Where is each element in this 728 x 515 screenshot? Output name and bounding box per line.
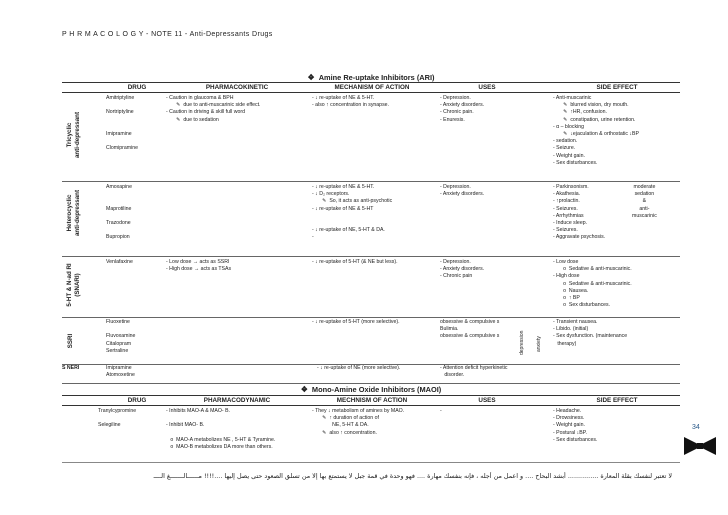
maoi-side-effects: - Headache. - Drowsiness. - Weight gain. - Postural ↓BP. - Sex disturbances. — [553, 408, 598, 443]
maoi-pharmacodynamic: - Inhibits MAO-A & MAO- B. - Inhibit MAO- B. o MAO-A metabolizes NE , 5-HT & Tyramine. o MAO-B metabolizes DA more than others. — [166, 408, 276, 451]
col-drug: DRUG — [127, 397, 147, 404]
ssri-drugs: Fluoxetine Fluvoxamine Citalopram Sertraline — [106, 319, 136, 354]
maoi-uses: - — [440, 408, 442, 414]
group-label-ssri: SSRI — [67, 333, 74, 349]
col-drug: DRUG — [127, 84, 147, 91]
col-pharmacodynamic: PHARMACODYNAMIC — [203, 397, 271, 404]
tricyclic-mechanism: - ↓ re-uptake of NE & 5-HT. - also ↑ concentration in synapse. — [312, 95, 389, 109]
section-title-ari — [62, 73, 680, 82]
heterocyclic-uses: - Depression. - Anxiety disorders. — [440, 184, 485, 198]
tricyclic-drugs: Amitriptyline Nortriptyline Imipramine Clomipramine — [106, 95, 138, 152]
snari-pharmacokinetic: - Low dose → acts as SSRI - High dose → acts as TSAs — [166, 259, 232, 273]
row-divider — [62, 317, 680, 318]
column-header-row — [62, 82, 680, 93]
snri-uses: - Attention deficit hyperkinetic disorder. — [440, 365, 508, 379]
row-divider — [62, 181, 680, 182]
col-uses: USES — [478, 397, 496, 404]
ssri-tag-depression: depression — [519, 330, 525, 355]
page-header: P H R M A C O L O G Y - NOTE 11 - Anti-Depressants Drugs — [62, 31, 273, 38]
section-title-maoi — [62, 385, 680, 394]
ssri-uses: obsessive & compulsive s Bulimia. obsessive & compulsive s — [440, 319, 500, 340]
diamond-bullet-icon: ❖ — [307, 73, 315, 82]
snari-side-effects: - Low dose o Sedative & anti-muscarinic. - High dose o Sedative & anti-muscarinic. o Nausea. o ↑ BP o Sex disturbances. — [553, 259, 632, 309]
tricyclic-side-effects: - Anti-muscarinic ✎ blurred vision, dry mouth. ✎ ↑HR, confusion. ✎ constipation, urine retention. - α – blocking ✎ ↓ejaculation & orthostatic ↓BP - sedation. - Seizure. - Weight gain. - Sex disturbances. — [553, 95, 639, 166]
maoi-drugs: Tranylcypromine Selegiline — [98, 408, 137, 429]
group-label-tricyclic: Tricyclic anti-depressant — [66, 111, 81, 159]
section-title-text: Mono-Amine Oxide Inhibitors (MAOI) — [311, 385, 442, 394]
col-pharmacokinetic: PHARMACOKINETIC — [205, 84, 269, 91]
col-uses: USES — [478, 84, 496, 91]
footer-quote: لا تعتبر لنفسك بقلة المعارة ............... أبشد البحاح .... و اعمل من أجله ، فإنه بنفسك مهارة .... فهو وحدة في قمة جبل لا يستمتع بها إلا من تسلق الصعود حتى يصل إليها ....!!!! مــــــالـــــــغ الــــ — [153, 472, 672, 480]
snari-uses: - Depression. - Anxiety disorders. - Chronic pain — [440, 259, 485, 280]
tricyclic-uses: - Depression. - Anxiety disorders. - Chronic pain. - Enuresis. — [440, 95, 485, 123]
group-label-snri: S NERI — [62, 365, 80, 371]
snari-drugs: Venlafaxine — [106, 259, 133, 265]
row-divider — [62, 383, 680, 384]
ssri-mechanism: - ↓ re-uptake of 5-HT (more selective). — [312, 319, 400, 325]
tricyclic-pharmacokinetic: - Caution in glaucoma & BPH ✎ due to anti-muscarinic side effect. - Caution in driving & skill full word ✎ due to sedation — [166, 95, 261, 123]
page-number: 34 — [692, 424, 700, 431]
snari-mechanism: - ↓ re-uptake of 5-HT (& NE but less). — [312, 259, 398, 265]
maoi-mechanism: - They ↓ metabolism of amines by MAO. ✎ ↑ duration of action of NE, 5-HT & DA. ✎ also ↑ concentration. — [312, 408, 405, 436]
heterocyclic-drugs: Amoxapine Maprotiline Trazodone Bupropion — [106, 184, 132, 241]
column-header-row-maoi — [62, 395, 680, 406]
row-divider — [62, 256, 680, 257]
col-mechanism: MECHANISM OF ACTION — [334, 84, 410, 91]
col-mechanism: MECHNISM OF ACTION — [336, 397, 408, 404]
group-label-heterocyclic: Heterocyclic anti-depressant — [66, 189, 81, 237]
col-side-effect: SIDE EFFECT — [596, 397, 638, 404]
heterocyclic-side-effects: - Parkinsonism. - Akathesia. - ↑prolactin. - Seizures. - Arrhythmias - Induce sleep. - Seizures. - Aggravate psychosis. — [553, 184, 606, 241]
diamond-bullet-icon: ❖ — [300, 385, 308, 394]
snri-mechanism: - ↓ re-uptake of NE (more selective). — [317, 365, 401, 371]
col-side-effect: SIDE EFFECT — [596, 84, 638, 91]
bowtie-ornament-icon — [684, 435, 716, 457]
section-title-text: Amine Re-uptake Inhibitors (ARI) — [318, 73, 435, 82]
footer-divider — [62, 462, 680, 463]
heterocyclic-mechanism: - ↓ re-uptake of NE & 5-HT. - ↓ D₂ receptors. ✎ So, it acts as anti-psychotic - ↓ re-uptake of NE & 5-HT - ↓ re-uptake of NE, 5-HT & DA. - — [312, 184, 393, 241]
heterocyclic-note: moderate sedation & anti- muscarinic — [632, 184, 657, 219]
snri-drugs: Imipramine Atomoxetine — [106, 365, 135, 379]
group-label-snari: 5-HT & N-ad RI (SNARI) — [66, 263, 81, 307]
ssri-tag-anxiety: anxiety — [536, 336, 542, 352]
ssri-side-effects: - Transient nausea. - Libido. (initial) - Sex dysfunction. (maintenance therapy) — [553, 319, 628, 347]
